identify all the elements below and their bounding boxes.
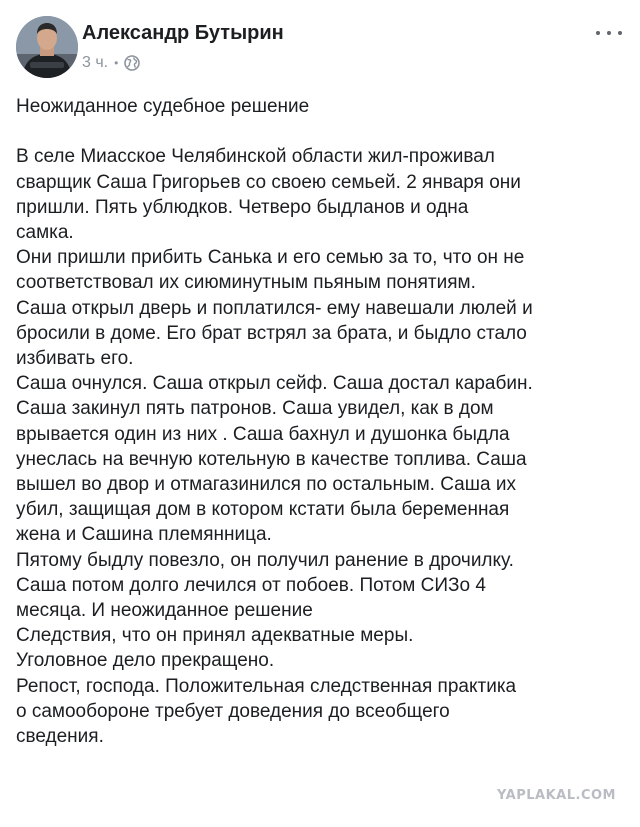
- post-text-line: Репост, господа. Положительная следственная практика: [16, 675, 517, 697]
- post-text-line: Следствия, что он принял адекватные меры.: [16, 625, 414, 647]
- post-text-line: самка.: [16, 221, 74, 243]
- post-text-line: вышел во двор и отмагазинился по остальным. Саша их: [16, 474, 516, 496]
- post-text-line: жена и Сашина племянница.: [16, 524, 272, 546]
- post-text-line: Саша закинул пять патронов. Саша увидел, как в дом: [16, 398, 494, 420]
- post-text-line: сварщик Саша Григорьев со своею семьей. 2 января они: [16, 171, 521, 193]
- author-avatar[interactable]: [16, 16, 78, 78]
- post-text-line: Саша потом долго лечился от побоев. Потом СИЗо 4: [16, 574, 486, 596]
- post-text-line: бросили в доме. Его брат встрял за брата, и быдло стало: [16, 322, 527, 344]
- post-text-line: сведения.: [16, 726, 104, 748]
- post-title: Неожиданное судебное решение: [16, 96, 310, 117]
- post-text-line: о самообороне требует доведения до всеобщего: [16, 700, 450, 722]
- post-text-line: унеслась на вечную котельную в качестве топлива. Саша: [16, 448, 527, 470]
- author-name[interactable]: Александр Бутырин: [82, 22, 284, 44]
- post-text-line: убил, защищая дом в котором кстати была беременная: [16, 499, 510, 521]
- post-time[interactable]: 3 ч.: [82, 54, 109, 71]
- more-options-icon[interactable]: [596, 28, 622, 38]
- post-text-line: Они пришли прибить Санька и его семью за то, что он не: [16, 247, 525, 269]
- post-text: [16, 144, 632, 749]
- more-dot: [618, 31, 622, 35]
- post-text-line: Саша открыл дверь и поплатился- ему навешали люлей и: [16, 297, 533, 319]
- post-text-line: В селе Миасское Челябинской области жил-проживал: [16, 146, 495, 168]
- post-text-line: Уголовное дело прекращено.: [16, 650, 275, 672]
- more-dot: [607, 31, 611, 35]
- post-header: [16, 16, 624, 80]
- site-watermark: YAPLAKAL.COM: [497, 788, 616, 803]
- paragraph-spacer: [16, 119, 632, 144]
- globe-icon[interactable]: [124, 55, 140, 71]
- avatar-photo-icon: [16, 16, 78, 78]
- post-body: [16, 94, 632, 749]
- post-text-line: соответствовал их сиюминутным пьяным понятиям.: [16, 272, 476, 294]
- post-text-line: месяца. И неожиданное решение: [16, 600, 313, 622]
- post-meta: [82, 54, 140, 72]
- post-text-line: врывается один из них . Саша бахнул и душонка быдла: [16, 423, 510, 445]
- post-text-line: избивать его.: [16, 348, 134, 369]
- post-text-line: Саша очнулся. Саша открыл сейф. Саша достал карабин.: [16, 373, 533, 395]
- meta-separator: •: [114, 56, 119, 70]
- post-text-line: пришли. Пять ублюдков. Четверо быдланов и одна: [16, 196, 469, 218]
- post-text-line: Пятому быдлу повезло, он получил ранение в дрочилку.: [16, 549, 514, 571]
- more-dot: [596, 31, 600, 35]
